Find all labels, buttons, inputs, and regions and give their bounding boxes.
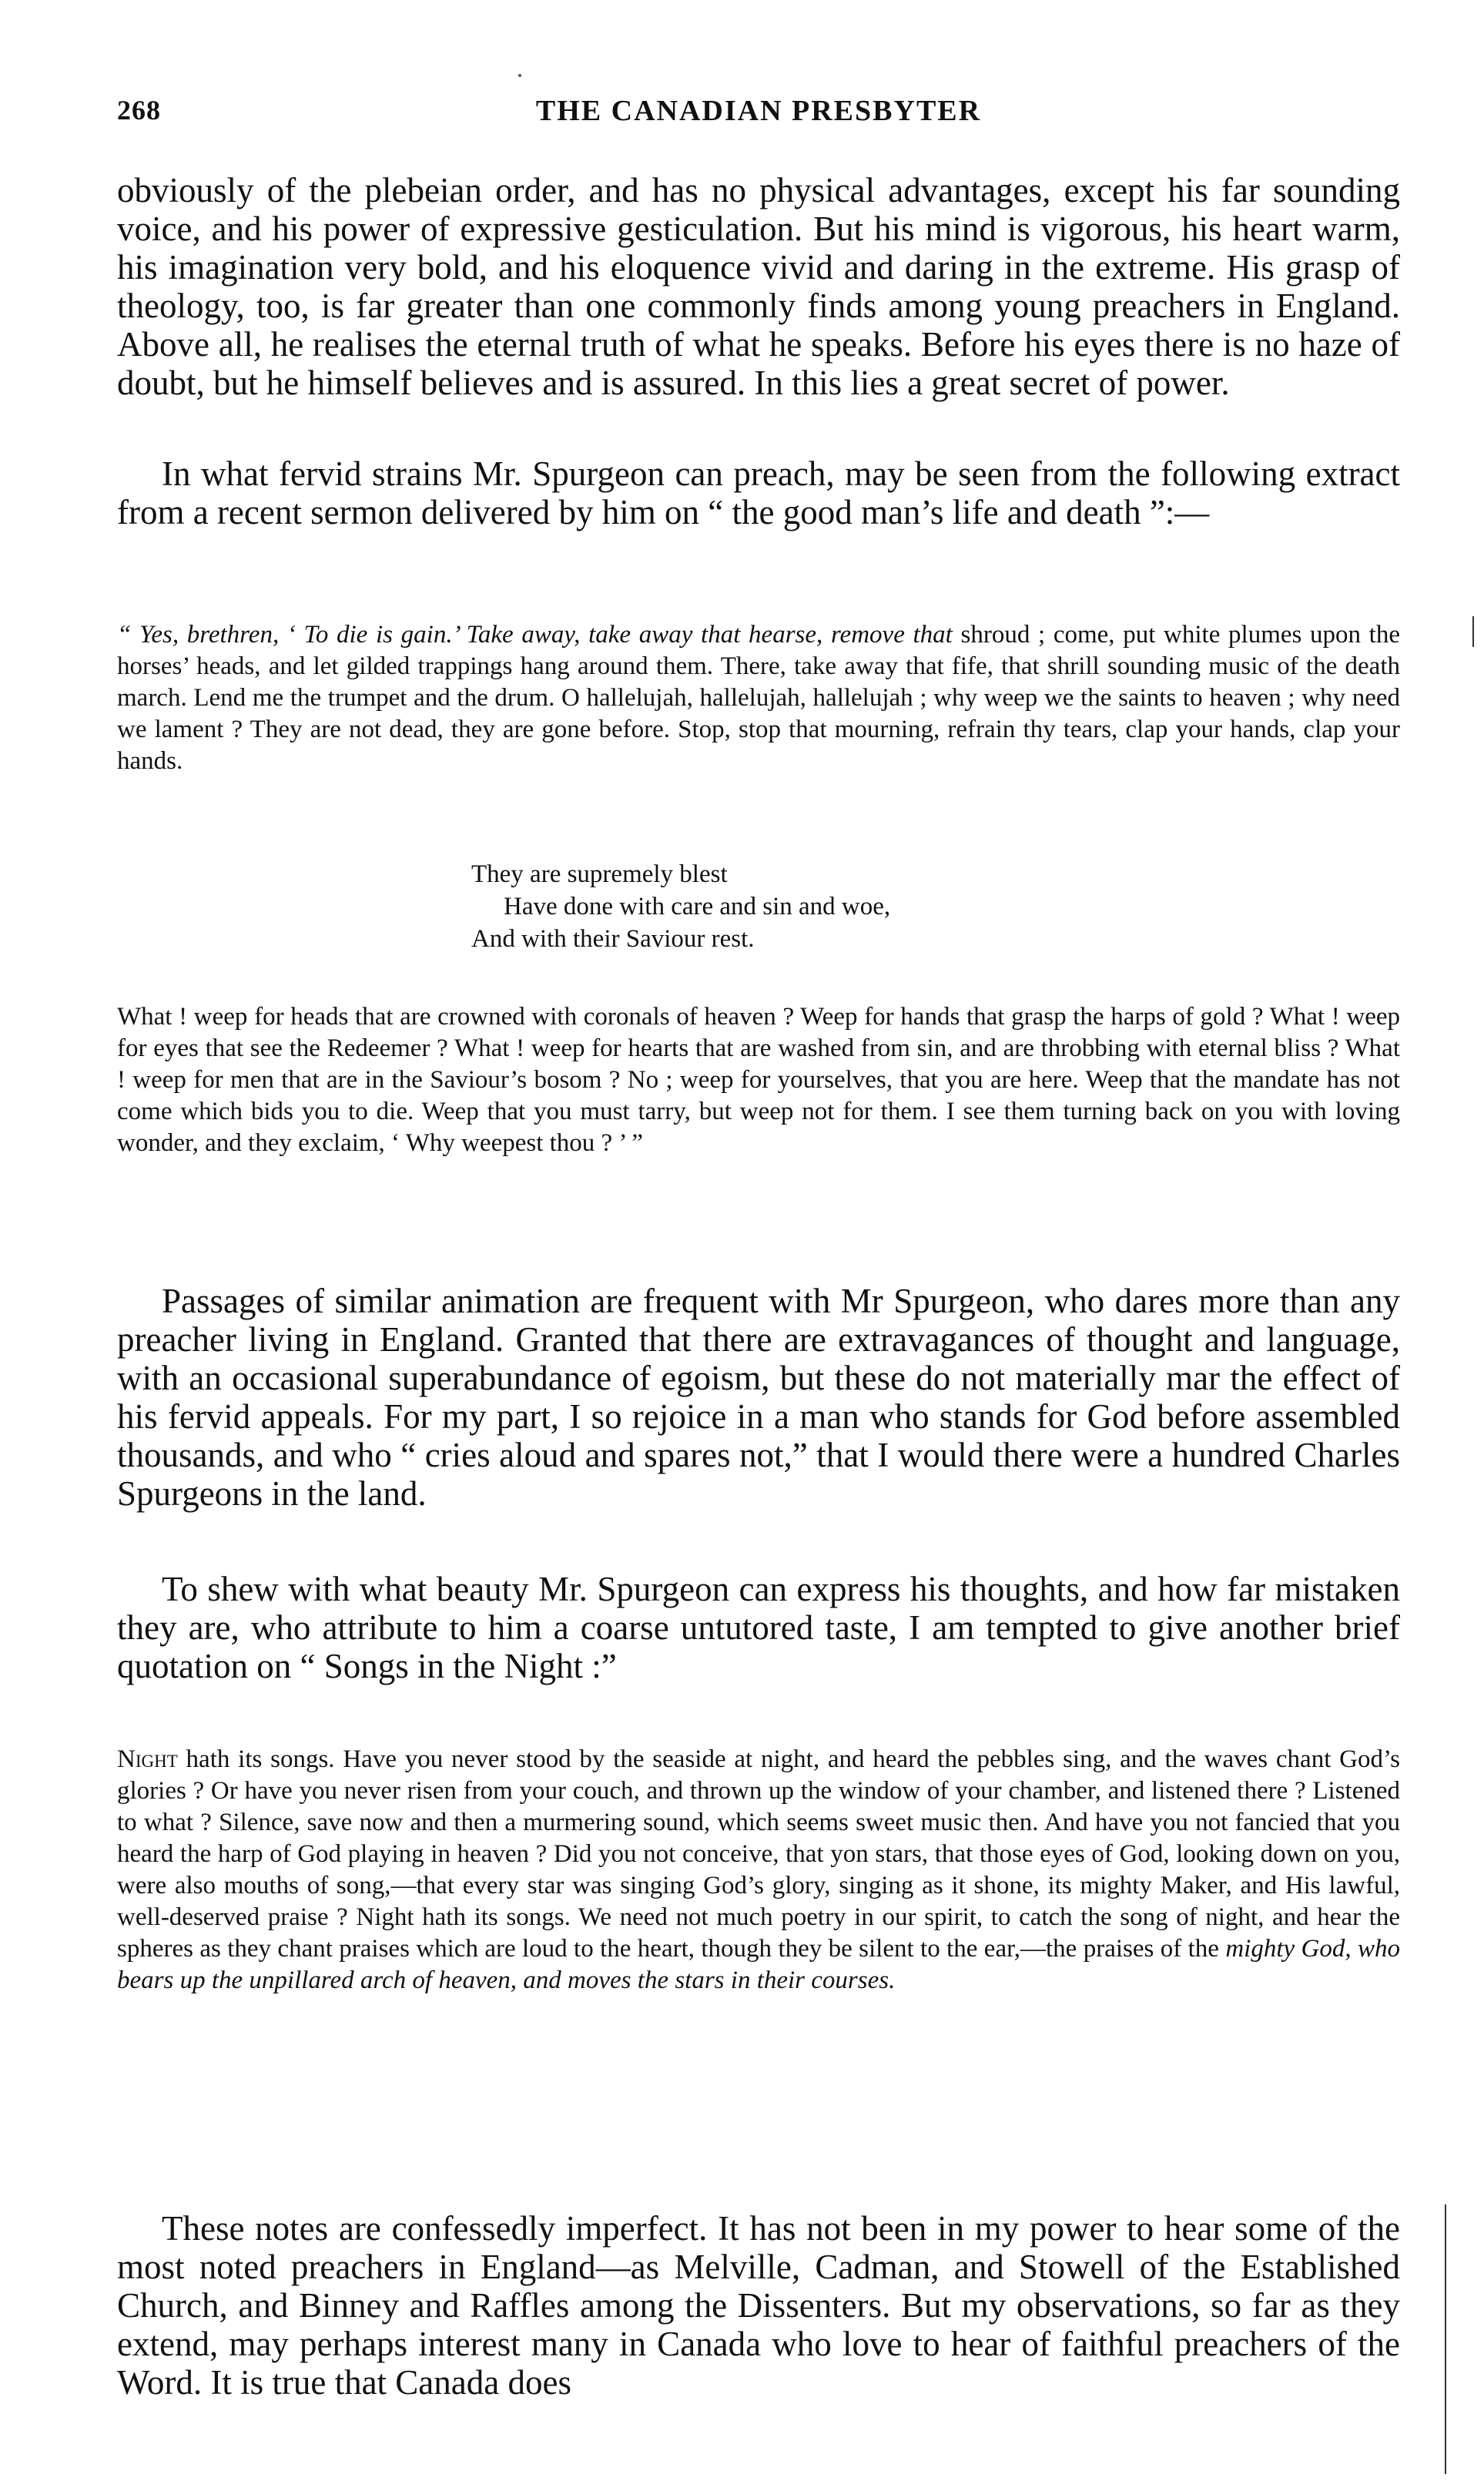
paragraph-3 [117,1282,1400,1513]
sermon-quote-1 [117,619,1400,777]
quote-italic-opening: “ Yes, brethren, ‘ To die is gain.’ Take away, take away that hearse, remove that [117,621,953,649]
verse-line: Have done with care and sin and woe, [504,893,891,920]
paragraph-text: To shew with what beauty Mr. Spurgeon can express his thoughts, and how far mistaken they are, who attribute to him a coarse untutored taste, I am tempted to give another brief quotation on “ Songs in the Night :” [117,1570,1400,1685]
paragraph-text: These notes are confessedly imperfect. It has not been in my power to hear some of the most noted preachers in England—as Melville, Cadman, and Stowell of the Established Church, and Binney and Raffles among the Dissenters. But my observations, so far as they extend, may perhaps interest many in Canada who love to hear of faithful preachers of the Word. It is true that Canada does [117,2209,1400,2402]
page-header [117,91,1400,137]
paragraph-5 [117,2209,1400,2402]
sermon-quote-2 [117,1744,1400,1997]
quote-lead-word: Night [117,1745,178,1773]
scan-margin-mark [1472,616,1474,647]
quote-italic-ending: mighty God, who bears up the unpillared arch of heaven, and moves the stars in their courses. [117,1935,1400,1994]
quote-paragraph [117,1744,1400,1997]
running-title: THE CANADIAN PRESBYTER [535,95,982,127]
scan-speck [518,74,521,77]
quote-paragraph: What ! weep for heads that are crowned with coronals of heaven ? Weep for hands that grasp the harps of gold ? What ! weep for eyes that see the Redeemer ? What ! weep for hearts that are washed from sin, and are throbbing with eternal bliss ? What ! weep for men that are in the Saviour’s bosom ? No ; weep for yourselves, that you are here. Weep that the mandate has not come which bids you to die. Weep that you must tarry, but weep not for them. I see them turning back on you with loving wonder, and they exclaim, ‘ Why weepest thou ? ’ ” [117,1003,1400,1157]
quote-paragraph [117,619,1400,777]
verse-block [471,858,1164,955]
quote-text: hath its songs. Have you never stood by the seaside at night, and heard the pebbles sing, and the waves chant God’s glories ? Or have you never risen from your couch, and thrown up the window of your chamber, and listened there ? Listened to what ? Silence, save now and then a murmering sound, which seems sweet music then. And have you not fancied that you heard the harp of God playing in heaven ? Did you not conceive, that yon stars, that those eyes of God, looking down on you, were also mouths of song,—that every star was singing God’s glory, singing as it shone, its mighty Maker, and His lawful, well-deserved praise ? Night hath its songs. We need not much poetry in our spirit, to catch the song of night, and hear the spheres as they chant praises which are loud to the heart, though they be silent to the ear,—the praises of the [117,1745,1400,1963]
paragraph-text: In what fervid strains Mr. Spurgeon can preach, may be seen from the following extract from a recent sermon delivered by him on “ the good man’s life and death ”:— [117,454,1400,531]
verse-line: They are supremely blest [471,860,728,888]
sermon-quote-1-closing [117,1001,1400,1159]
page-number: 268 [117,95,161,126]
verse-line: And with their Saviour rest. [471,925,755,953]
scan-margin-line [1445,2204,1446,2474]
paragraph-2 [117,454,1400,531]
quote-text: shroud ; come, put white plumes upon the horses’ heads, and let gilded trappings hang around them. There, take away that fife, that shrill sounding music of the death march. Lend me the trumpet and the drum. O hallelujah, hallelujah, hallelujah ; why weep we the saints to heaven ; why need we lament ? They are not dead, they are gone before. Stop, stop that mourning, refrain thy tears, clap your hands, clap your hands. [117,621,1400,775]
paragraph-text: obviously of the plebeian order, and has no physical advantages, except his far sounding voice, and his power of expressive gesticulation. But his mind is vigorous, his heart warm, his imagination very bold, and his eloquence vivid and daring in the extreme. His grasp of theology, too, is far greater than one commonly finds among young preachers in England. Above all, he realises the eternal truth of what he speaks. Before his eyes there is no haze of doubt, but he himself believes and is assured. In this lies a great secret of power. [117,171,1400,402]
paragraph-1 [117,171,1400,402]
paragraph-text: Passages of similar animation are frequent with Mr Spurgeon, who dares more than any preacher living in England. Granted that there are extravagances of thought and language, with an occasional superabundance of egoism, but these do not materially mar the effect of his fervid appeals. For my part, I so rejoice in a man who stands for God before assembled thousands, and who “ cries aloud and spares not,” that I would there were a hundred Charles Spurgeons in the land. [117,1282,1400,1513]
paragraph-4 [117,1570,1400,1685]
